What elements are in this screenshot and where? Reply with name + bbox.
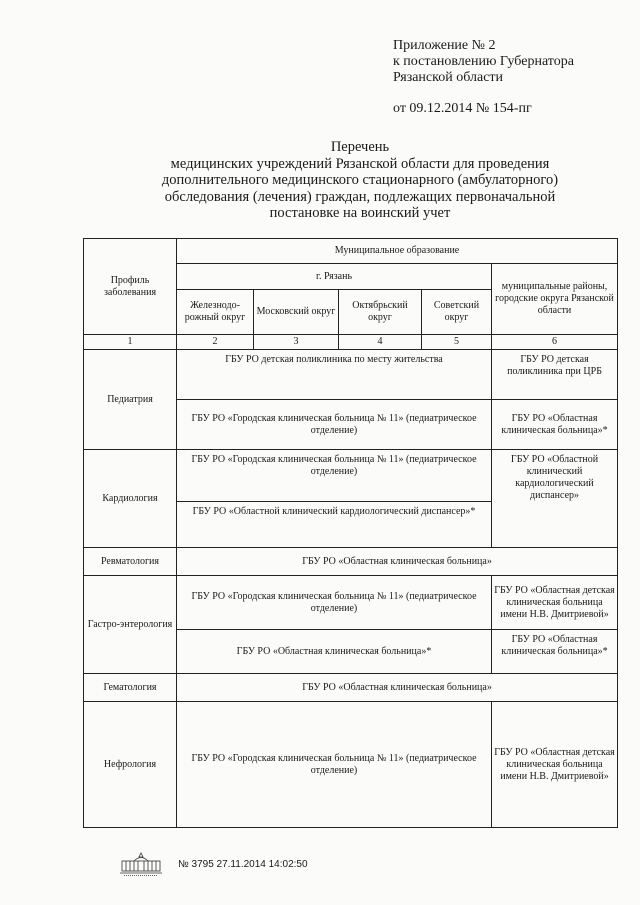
registration-footer: [118, 851, 308, 877]
pediatrics-city-2: ГБУ РО «Городская клиническая больница № 11» (педиатрическое отделение): [177, 400, 492, 450]
institutions-table: [83, 238, 618, 828]
column-number-5: 5: [422, 335, 492, 350]
header-city: г. Рязань: [177, 264, 492, 290]
rheumatology-all: ГБУ РО «Областная клиническая больница»: [177, 548, 618, 576]
header-moskovsky: Московский округ: [254, 290, 339, 335]
title-line-2: медицинских учреждений Рязанской области для проведения: [170, 155, 550, 172]
header-municipal: Муниципальное образование: [177, 239, 618, 264]
header-zheleznodorozhny: Железнодо-рожный округ: [177, 290, 254, 335]
profile-rheumatology: Ревматология: [84, 548, 177, 576]
annex-header: [393, 38, 574, 86]
column-number-6: 6: [492, 335, 618, 350]
title-line-5: постановке на воинский учет: [269, 205, 451, 221]
gastro-region-1: ГБУ РО «Областная детская клиническая больница имени Н.В. Дмитриевой»: [492, 576, 618, 630]
title-line-3: дополнительного медицинского стационарного (амбулаторного): [161, 172, 559, 188]
profile-nephrology: Нефрология: [84, 702, 177, 828]
title-line-1: Перечень: [330, 139, 390, 155]
column-number-4: 4: [339, 335, 422, 350]
column-number-1: 1: [84, 335, 177, 350]
building-emblem-icon: [118, 851, 164, 877]
header-sovetsky: Советский округ: [422, 290, 492, 335]
annex-line-3: Рязанской области: [393, 70, 504, 85]
pediatrics-region-2: ГБУ РО «Областная клиническая больница»*: [492, 400, 618, 450]
cardiology-region: ГБУ РО «Областной клинический кардиологический диспансер»: [492, 450, 618, 548]
hematology-all: ГБУ РО «Областная клиническая больница»: [177, 674, 618, 702]
column-number-2: 2: [177, 335, 254, 350]
cardiology-city-1: ГБУ РО «Городская клиническая больница № 11» (педиатрическое отделение): [177, 450, 492, 502]
document-title: [120, 139, 600, 222]
gastro-city-1: ГБУ РО «Городская клиническая больница № 11» (педиатрическое отделение): [177, 576, 492, 630]
gastro-region-2: ГБУ РО «Областная клиническая больница»*: [492, 630, 618, 674]
pediatrics-city-1: ГБУ РО детская поликлиника по месту жительства: [177, 350, 492, 400]
profile-hematology: Гематология: [84, 674, 177, 702]
title-line-4: обследования (лечения) граждан, подлежащих первоначальной: [164, 188, 556, 205]
profile-pediatrics: Педиатрия: [84, 350, 177, 450]
profile-cardiology: Кардиология: [84, 450, 177, 548]
cardiology-city-2: ГБУ РО «Областной клинический кардиологический диспансер»*: [177, 502, 492, 548]
pediatrics-region-1: ГБУ РО детская поликлиника при ЦРБ: [492, 350, 618, 400]
registration-number: № 3795 27.11.2014 14:02:50: [178, 858, 308, 870]
header-districts: муниципальные районы, городские округа Рязанской области: [492, 264, 618, 335]
nephrology-region: ГБУ РО «Областная детская клиническая больница имени Н.В. Дмитриевой»: [492, 702, 618, 828]
gastro-city-2: ГБУ РО «Областная клиническая больница»*: [177, 630, 492, 674]
profile-gastroenterology: Гастро-энтерология: [84, 576, 177, 674]
annex-line-2: к постановлению Губернатора: [393, 54, 574, 69]
order-date-number: от 09.12.2014 № 154-пг: [393, 101, 532, 116]
annex-line-1: Приложение № 2: [393, 38, 496, 53]
nephrology-city: ГБУ РО «Городская клиническая больница № 11» (педиатрическое отделение): [177, 702, 492, 828]
header-oktyabrsky: Октябрьский округ: [339, 290, 422, 335]
column-number-3: 3: [254, 335, 339, 350]
header-profile: Профиль заболевания: [84, 239, 177, 335]
